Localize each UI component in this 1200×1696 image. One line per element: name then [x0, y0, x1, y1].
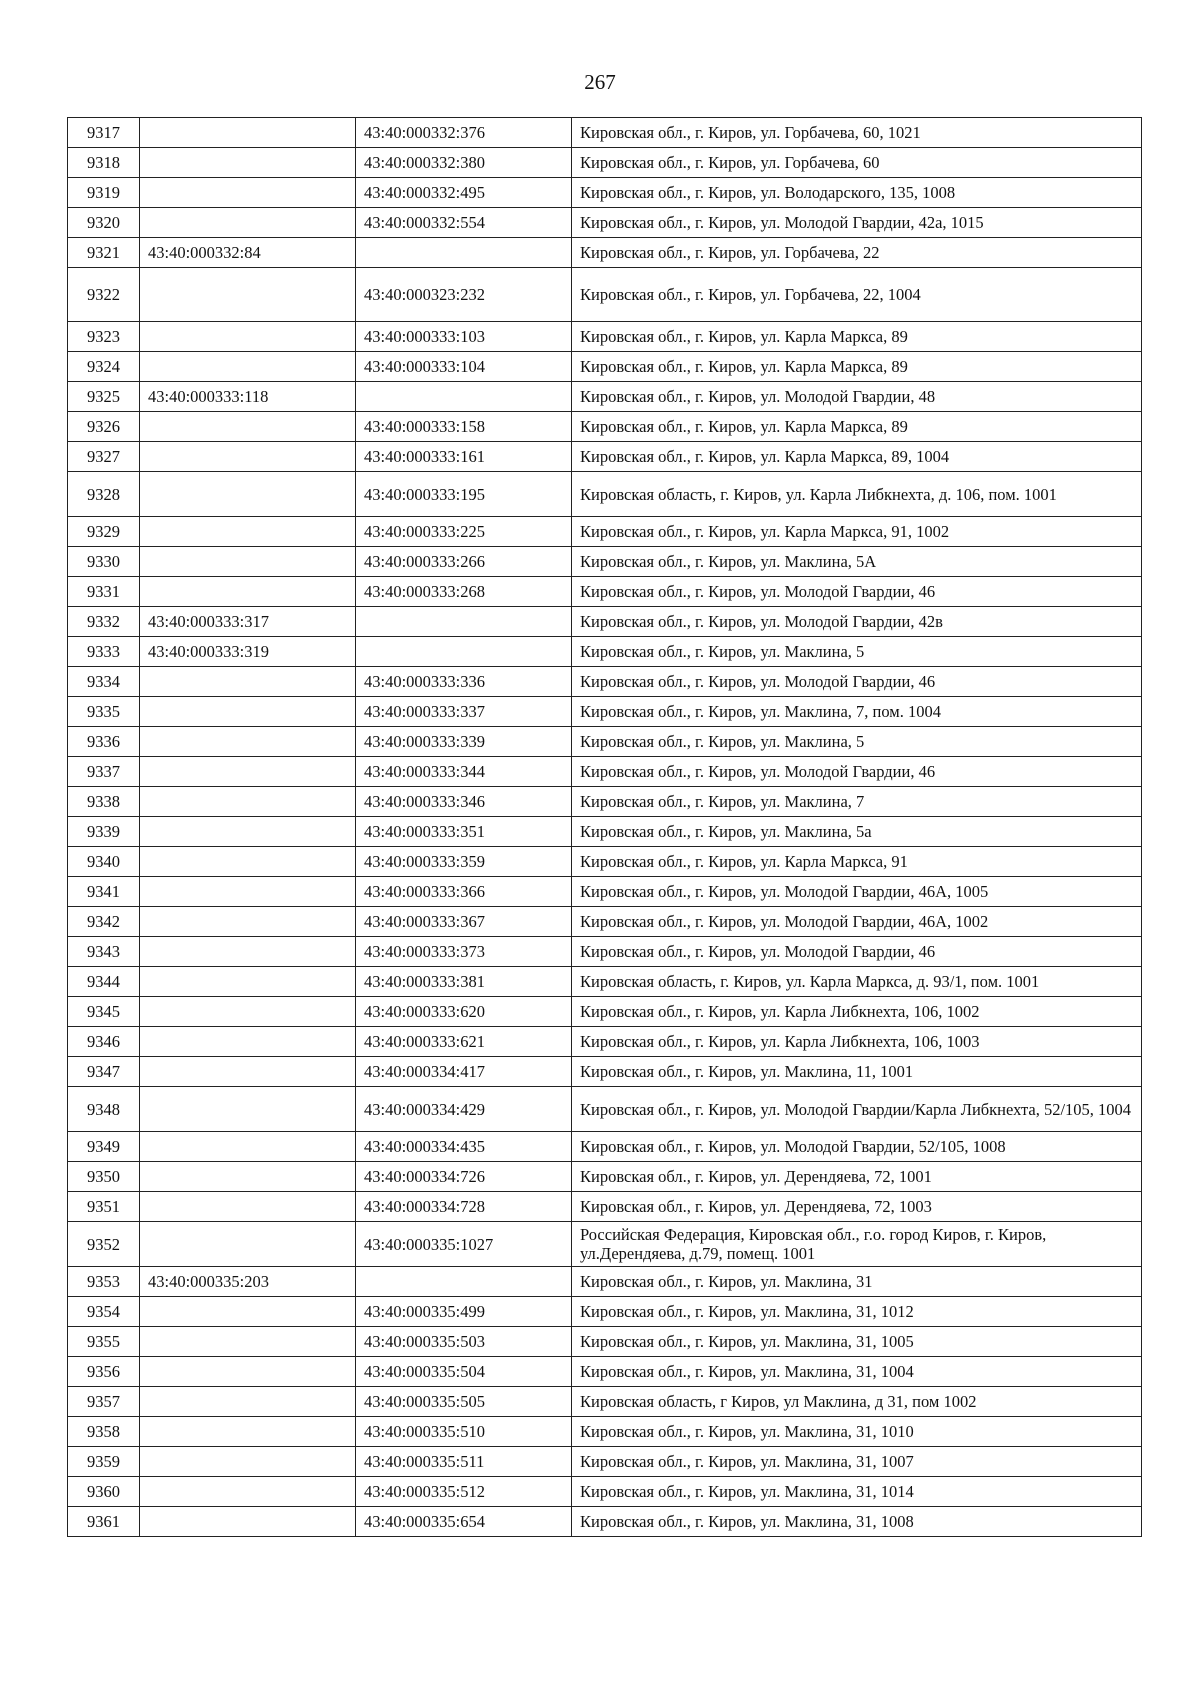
cadastral-number-cell: [140, 547, 356, 577]
cadastral-number-cell: 43:40:000333:366: [356, 877, 572, 907]
cadastral-number-cell: [140, 178, 356, 208]
cadastral-number-cell: 43:40:000333:103: [356, 322, 572, 352]
row-number-cell: 9349: [68, 1132, 140, 1162]
cadastral-number-cell: 43:40:000333:118: [140, 382, 356, 412]
cadastral-number-cell: 43:40:000335:512: [356, 1477, 572, 1507]
address-cell: Кировская обл., г. Киров, ул. Молодой Гвардии, 46: [572, 577, 1142, 607]
row-number-cell: 9343: [68, 937, 140, 967]
cadastral-number-cell: [140, 1027, 356, 1057]
address-cell: Кировская обл., г. Киров, ул. Маклина, 11, 1001: [572, 1057, 1142, 1087]
table-row: [68, 877, 1142, 907]
row-number-cell: 9352: [68, 1222, 140, 1267]
table-row: [68, 472, 1142, 517]
row-number-cell: 9325: [68, 382, 140, 412]
cadastral-number-cell: 43:40:000333:337: [356, 697, 572, 727]
cadastral-number-cell: 43:40:000333:367: [356, 907, 572, 937]
row-number-cell: 9344: [68, 967, 140, 997]
cadastral-number-cell: 43:40:000333:225: [356, 517, 572, 547]
row-number-cell: 9354: [68, 1297, 140, 1327]
row-number-cell: 9335: [68, 697, 140, 727]
address-cell: Кировская обл., г. Киров, ул. Маклина, 5: [572, 637, 1142, 667]
table-row: [68, 1027, 1142, 1057]
cadastral-number-cell: 43:40:000333:336: [356, 667, 572, 697]
row-number-cell: 9317: [68, 118, 140, 148]
cadastral-number-cell: [140, 577, 356, 607]
address-cell: Кировская обл., г. Киров, ул. Молодой Гвардии, 46А, 1005: [572, 877, 1142, 907]
cadastral-number-cell: 43:40:000332:554: [356, 208, 572, 238]
cadastral-number-cell: [140, 907, 356, 937]
cadastral-number-cell: [140, 1222, 356, 1267]
cadastral-number-cell: [140, 1357, 356, 1387]
cadastral-number-cell: [140, 667, 356, 697]
address-cell: Кировская обл., г. Киров, ул. Маклина, 31, 1008: [572, 1507, 1142, 1537]
cadastral-number-cell: 43:40:000332:495: [356, 178, 572, 208]
cadastral-number-cell: [356, 238, 572, 268]
cadastral-number-cell: 43:40:000333:161: [356, 442, 572, 472]
cadastral-number-cell: 43:40:000332:84: [140, 238, 356, 268]
row-number-cell: 9361: [68, 1507, 140, 1537]
address-cell: Кировская обл., г. Киров, ул. Горбачева, 60, 1021: [572, 118, 1142, 148]
cadastral-number-cell: 43:40:000333:317: [140, 607, 356, 637]
cadastral-number-cell: 43:40:000333:620: [356, 997, 572, 1027]
address-cell: Кировская обл., г. Киров, ул. Маклина, 31, 1005: [572, 1327, 1142, 1357]
cadastral-number-cell: [356, 607, 572, 637]
row-number-cell: 9357: [68, 1387, 140, 1417]
cadastral-number-cell: 43:40:000333:268: [356, 577, 572, 607]
row-number-cell: 9334: [68, 667, 140, 697]
address-cell: Кировская обл., г. Киров, ул. Молодой Гвардии, 42в: [572, 607, 1142, 637]
cadastral-number-cell: [140, 1162, 356, 1192]
table-row: [68, 547, 1142, 577]
cadastral-number-cell: 43:40:000335:511: [356, 1447, 572, 1477]
cadastral-number-cell: [140, 1132, 356, 1162]
cadastral-number-cell: [140, 118, 356, 148]
table-row: [68, 787, 1142, 817]
cadastral-number-cell: 43:40:000334:435: [356, 1132, 572, 1162]
table-row: [68, 118, 1142, 148]
table-row: [68, 1387, 1142, 1417]
cadastral-number-cell: [140, 1087, 356, 1132]
address-cell: Российская Федерация, Кировская обл., г.о. город Киров, г. Киров, ул.Дерендяева, д.79, помещ. 1001: [572, 1222, 1142, 1267]
row-number-cell: 9342: [68, 907, 140, 937]
table-row: [68, 847, 1142, 877]
address-cell: Кировская обл., г. Киров, ул. Молодой Гвардии, 46А, 1002: [572, 907, 1142, 937]
table-row: [68, 1507, 1142, 1537]
cadastral-number-cell: 43:40:000333:621: [356, 1027, 572, 1057]
table-row: [68, 1087, 1142, 1132]
table-row: [68, 1267, 1142, 1297]
cadastral-number-cell: 43:40:000335:503: [356, 1327, 572, 1357]
cadastral-number-cell: [140, 697, 356, 727]
table-row: [68, 1327, 1142, 1357]
cadastral-number-cell: 43:40:000332:376: [356, 118, 572, 148]
table-row: [68, 937, 1142, 967]
table-row: [68, 1162, 1142, 1192]
table-row: [68, 517, 1142, 547]
address-cell: Кировская обл., г. Киров, ул. Маклина, 31, 1010: [572, 1417, 1142, 1447]
cadastral-number-cell: [356, 637, 572, 667]
cadastral-number-cell: 43:40:000333:344: [356, 757, 572, 787]
row-number-cell: 9347: [68, 1057, 140, 1087]
cadastral-number-cell: 43:40:000333:373: [356, 937, 572, 967]
row-number-cell: 9337: [68, 757, 140, 787]
table-row: [68, 1477, 1142, 1507]
table-row: [68, 1192, 1142, 1222]
address-cell: Кировская обл., г. Киров, ул. Горбачева, 60: [572, 148, 1142, 178]
address-cell: Кировская обл., г. Киров, ул. Маклина, 31, 1004: [572, 1357, 1142, 1387]
address-cell: Кировская обл., г. Киров, ул. Горбачева, 22, 1004: [572, 268, 1142, 322]
row-number-cell: 9322: [68, 268, 140, 322]
row-number-cell: 9332: [68, 607, 140, 637]
cadastral-number-cell: 43:40:000334:728: [356, 1192, 572, 1222]
table-row: [68, 178, 1142, 208]
row-number-cell: 9320: [68, 208, 140, 238]
table-row: [68, 352, 1142, 382]
registry-table-body: [68, 118, 1142, 1537]
cadastral-number-cell: 43:40:000333:339: [356, 727, 572, 757]
row-number-cell: 9353: [68, 1267, 140, 1297]
address-cell: Кировская обл., г. Киров, ул. Маклина, 31: [572, 1267, 1142, 1297]
table-row: [68, 208, 1142, 238]
table-row: [68, 817, 1142, 847]
table-row: [68, 727, 1142, 757]
row-number-cell: 9329: [68, 517, 140, 547]
cadastral-number-cell: 43:40:000335:654: [356, 1507, 572, 1537]
address-cell: Кировская обл., г. Киров, ул. Горбачева, 22: [572, 238, 1142, 268]
row-number-cell: 9348: [68, 1087, 140, 1132]
cadastral-number-cell: [356, 1267, 572, 1297]
address-cell: Кировская обл., г. Киров, ул. Молодой Гвардии/Карла Либкнехта, 52/105, 1004: [572, 1087, 1142, 1132]
row-number-cell: 9339: [68, 817, 140, 847]
table-row: [68, 757, 1142, 787]
table-row: [68, 1057, 1142, 1087]
table-row: [68, 148, 1142, 178]
table-row: [68, 607, 1142, 637]
table-row: [68, 322, 1142, 352]
address-cell: Кировская обл., г. Киров, ул. Маклина, 5А: [572, 547, 1142, 577]
cadastral-number-cell: [140, 847, 356, 877]
cadastral-number-cell: [140, 937, 356, 967]
address-cell: Кировская область, г. Киров, ул. Карла Либкнехта, д. 106, пом. 1001: [572, 472, 1142, 517]
row-number-cell: 9356: [68, 1357, 140, 1387]
cadastral-number-cell: [140, 1417, 356, 1447]
cadastral-number-cell: 43:40:000333:351: [356, 817, 572, 847]
cadastral-number-cell: [140, 1507, 356, 1537]
cadastral-number-cell: [140, 877, 356, 907]
table-row: [68, 967, 1142, 997]
address-cell: Кировская область, г Киров, ул Маклина, д 31, пом 1002: [572, 1387, 1142, 1417]
table-row: [68, 1447, 1142, 1477]
row-number-cell: 9345: [68, 997, 140, 1027]
row-number-cell: 9358: [68, 1417, 140, 1447]
row-number-cell: 9360: [68, 1477, 140, 1507]
cadastral-number-cell: [140, 442, 356, 472]
table-row: [68, 442, 1142, 472]
table-row: [68, 1222, 1142, 1267]
address-cell: Кировская обл., г. Киров, ул. Молодой Гвардии, 46: [572, 937, 1142, 967]
address-cell: Кировская обл., г. Киров, ул. Дерендяева, 72, 1003: [572, 1192, 1142, 1222]
address-cell: Кировская обл., г. Киров, ул. Карла Либкнехта, 106, 1003: [572, 1027, 1142, 1057]
cadastral-number-cell: 43:40:000333:346: [356, 787, 572, 817]
cadastral-number-cell: [140, 757, 356, 787]
row-number-cell: 9359: [68, 1447, 140, 1477]
cadastral-number-cell: [140, 517, 356, 547]
row-number-cell: 9350: [68, 1162, 140, 1192]
cadastral-number-cell: [140, 967, 356, 997]
cadastral-number-cell: 43:40:000332:380: [356, 148, 572, 178]
cadastral-number-cell: [140, 997, 356, 1027]
cadastral-number-cell: [140, 352, 356, 382]
table-row: [68, 697, 1142, 727]
address-cell: Кировская обл., г. Киров, ул. Карла Маркса, 89: [572, 352, 1142, 382]
cadastral-number-cell: [140, 412, 356, 442]
table-row: [68, 637, 1142, 667]
cadastral-number-cell: 43:40:000335:1027: [356, 1222, 572, 1267]
cadastral-number-cell: [140, 1447, 356, 1477]
page-number: 267: [584, 70, 616, 94]
address-cell: Кировская обл., г. Киров, ул. Молодой Гвардии, 42а, 1015: [572, 208, 1142, 238]
cadastral-number-cell: [140, 1327, 356, 1357]
cadastral-number-cell: 43:40:000333:104: [356, 352, 572, 382]
address-cell: Кировская обл., г. Киров, ул. Маклина, 7: [572, 787, 1142, 817]
cadastral-number-cell: 43:40:000334:417: [356, 1057, 572, 1087]
cadastral-number-cell: 43:40:000335:499: [356, 1297, 572, 1327]
cadastral-number-cell: 43:40:000333:381: [356, 967, 572, 997]
cadastral-number-cell: 43:40:000335:504: [356, 1357, 572, 1387]
cadastral-number-cell: 43:40:000334:726: [356, 1162, 572, 1192]
cadastral-number-cell: [140, 787, 356, 817]
cadastral-number-cell: 43:40:000334:429: [356, 1087, 572, 1132]
cadastral-number-cell: [140, 472, 356, 517]
cadastral-number-cell: [140, 1192, 356, 1222]
row-number-cell: 9351: [68, 1192, 140, 1222]
address-cell: Кировская обл., г. Киров, ул. Маклина, 5а: [572, 817, 1142, 847]
row-number-cell: 9324: [68, 352, 140, 382]
address-cell: Кировская обл., г. Киров, ул. Карла Маркса, 89, 1004: [572, 442, 1142, 472]
cadastral-number-cell: 43:40:000333:195: [356, 472, 572, 517]
address-cell: Кировская обл., г. Киров, ул. Володарского, 135, 1008: [572, 178, 1142, 208]
table-row: [68, 268, 1142, 322]
cadastral-number-cell: 43:40:000323:232: [356, 268, 572, 322]
row-number-cell: 9326: [68, 412, 140, 442]
cadastral-number-cell: [140, 1387, 356, 1417]
cadastral-number-cell: [140, 1477, 356, 1507]
address-cell: Кировская область, г. Киров, ул. Карла Маркса, д. 93/1, пом. 1001: [572, 967, 1142, 997]
table-row: [68, 577, 1142, 607]
cadastral-number-cell: [140, 322, 356, 352]
row-number-cell: 9321: [68, 238, 140, 268]
address-cell: Кировская обл., г. Киров, ул. Карла Маркса, 91: [572, 847, 1142, 877]
cadastral-number-cell: 43:40:000333:158: [356, 412, 572, 442]
address-cell: Кировская обл., г. Киров, ул. Молодой Гвардии, 48: [572, 382, 1142, 412]
cadastral-number-cell: 43:40:000335:203: [140, 1267, 356, 1297]
address-cell: Кировская обл., г. Киров, ул. Молодой Гвардии, 52/105, 1008: [572, 1132, 1142, 1162]
row-number-cell: 9330: [68, 547, 140, 577]
row-number-cell: 9323: [68, 322, 140, 352]
cadastral-number-cell: 43:40:000333:359: [356, 847, 572, 877]
row-number-cell: 9319: [68, 178, 140, 208]
row-number-cell: 9340: [68, 847, 140, 877]
row-number-cell: 9328: [68, 472, 140, 517]
address-cell: Кировская обл., г. Киров, ул. Карла Маркса, 89: [572, 412, 1142, 442]
cadastral-number-cell: 43:40:000335:505: [356, 1387, 572, 1417]
address-cell: Кировская обл., г. Киров, ул. Маклина, 31, 1012: [572, 1297, 1142, 1327]
table-row: [68, 667, 1142, 697]
table-row: [68, 382, 1142, 412]
cadastral-number-cell: [140, 727, 356, 757]
table-row: [68, 238, 1142, 268]
registry-table: [67, 117, 1142, 1537]
cadastral-number-cell: [140, 208, 356, 238]
cadastral-number-cell: 43:40:000333:266: [356, 547, 572, 577]
address-cell: Кировская обл., г. Киров, ул. Маклина, 7, пом. 1004: [572, 697, 1142, 727]
cadastral-number-cell: [140, 1297, 356, 1327]
row-number-cell: 9341: [68, 877, 140, 907]
address-cell: Кировская обл., г. Киров, ул. Молодой Гвардии, 46: [572, 757, 1142, 787]
row-number-cell: 9333: [68, 637, 140, 667]
row-number-cell: 9346: [68, 1027, 140, 1057]
address-cell: Кировская обл., г. Киров, ул. Маклина, 31, 1014: [572, 1477, 1142, 1507]
row-number-cell: 9336: [68, 727, 140, 757]
table-row: [68, 1357, 1142, 1387]
address-cell: Кировская обл., г. Киров, ул. Карла Маркса, 91, 1002: [572, 517, 1142, 547]
address-cell: Кировская обл., г. Киров, ул. Дерендяева, 72, 1001: [572, 1162, 1142, 1192]
table-row: [68, 412, 1142, 442]
cadastral-number-cell: 43:40:000335:510: [356, 1417, 572, 1447]
cadastral-number-cell: [140, 817, 356, 847]
table-row: [68, 1417, 1142, 1447]
table-row: [68, 1132, 1142, 1162]
table-row: [68, 997, 1142, 1027]
cadastral-number-cell: [356, 382, 572, 412]
cadastral-number-cell: [140, 148, 356, 178]
cadastral-number-cell: [140, 1057, 356, 1087]
cadastral-number-cell: [140, 268, 356, 322]
table-row: [68, 907, 1142, 937]
row-number-cell: 9338: [68, 787, 140, 817]
cadastral-number-cell: 43:40:000333:319: [140, 637, 356, 667]
address-cell: Кировская обл., г. Киров, ул. Маклина, 31, 1007: [572, 1447, 1142, 1477]
row-number-cell: 9331: [68, 577, 140, 607]
address-cell: Кировская обл., г. Киров, ул. Карла Либкнехта, 106, 1002: [572, 997, 1142, 1027]
address-cell: Кировская обл., г. Киров, ул. Маклина, 5: [572, 727, 1142, 757]
row-number-cell: 9327: [68, 442, 140, 472]
table-row: [68, 1297, 1142, 1327]
row-number-cell: 9355: [68, 1327, 140, 1357]
address-cell: Кировская обл., г. Киров, ул. Молодой Гвардии, 46: [572, 667, 1142, 697]
row-number-cell: 9318: [68, 148, 140, 178]
address-cell: Кировская обл., г. Киров, ул. Карла Маркса, 89: [572, 322, 1142, 352]
